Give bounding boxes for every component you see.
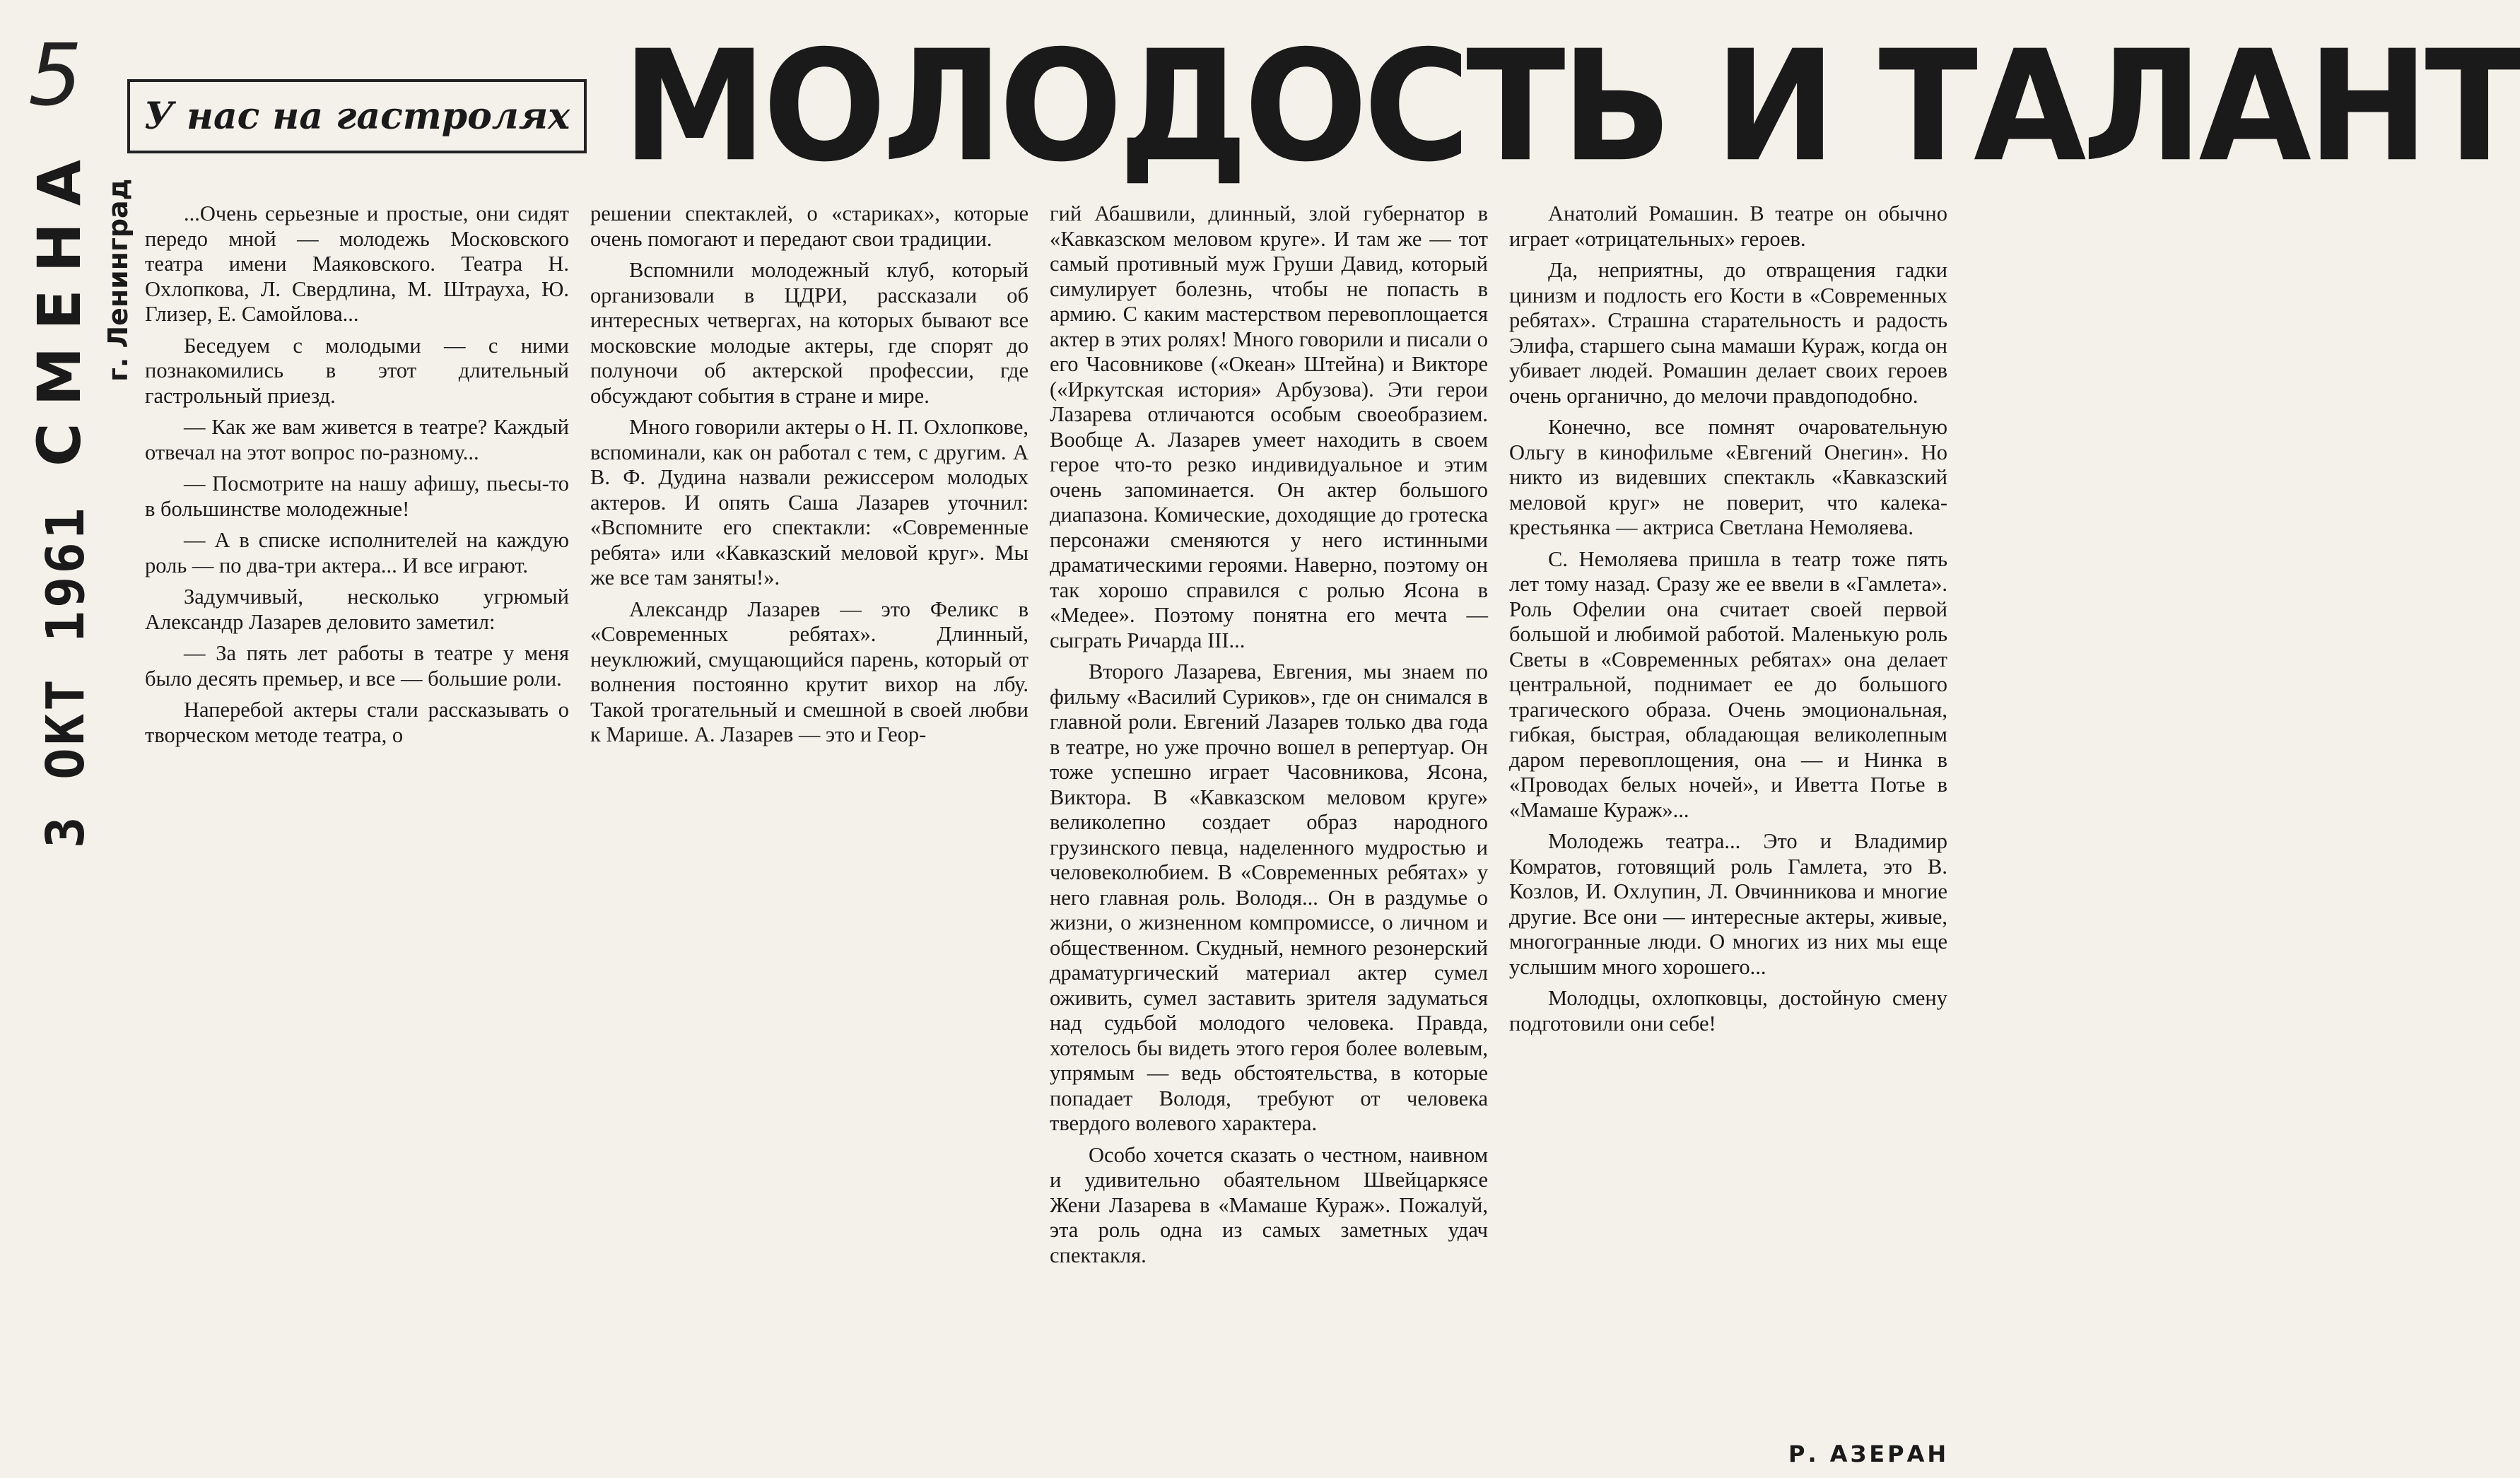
paragraph: — Как же вам живется в театре? Каждый отвечал на этот вопрос по-разному... xyxy=(145,415,569,464)
paragraph: С. Немоляева пришла в театр тоже пять лет тому назад. Сразу же ее ввели в «Гамлета». Роль Офелии она считает своей первой большой и любимой работой. Маленькую роль Светы в «Современных ребятах» она делает центральной, поднимает ее до большого трагического образа. Очень эмоциональная, гибкая, быстрая, обладающая великолепным даром перевоплощения, она — и Нинка в «Проводах белых ночей», и Иветта Потье в «Мамаше Кураж»... xyxy=(1509,546,1947,822)
paragraph: Особо хочется сказать о честном, наивном и удивительно обаятельном Швейцаркясе Жени Лазарева в «Мамаше Кураж». Пожалуй, эта роль одна из самых заметных удач спектакля. xyxy=(1050,1142,1488,1267)
handwritten-page-number: 5 xyxy=(28,27,83,125)
rubric-box xyxy=(127,79,587,153)
paragraph: Вспомнили молодежный клуб, который организовали в ЦДРИ, рассказали об интересных четвергах, на которых бывают все московские молодые актеры, где спорят до полуночи об актерской профессии, где обсуждают события в стране и мире. xyxy=(590,258,1028,408)
rubric-label: У нас на гастролях xyxy=(143,95,570,138)
paragraph: Беседуем с молодыми — с ними познакомились в этот длительный гастрольный приезд. xyxy=(145,333,569,408)
newspaper-city: г. Ленинград xyxy=(102,178,134,382)
paragraph: Александр Лазарев — это Феликс в «Современных ребятах». Длинный, неуклюжий, смущающийся парень, который от волнения постоянно крутит вихор на лбу. Такой трогательный и смешной в своей любви к Марише. А. Лазарев — это и Геор- xyxy=(590,597,1028,746)
paragraph: ...Очень серьезные и простые, они сидят передо мной — молодежь Московского театра имени Маяковского. Театра Н. Охлопкова, Л. Свердлина, М. Штрауха, Ю. Глизер, Е. Самойлова... xyxy=(145,201,569,326)
newspaper-name: СМЕНА xyxy=(25,143,94,467)
paragraph: — За пять лет работы в театре у меня было десять премьер, и все — большие роли. xyxy=(145,641,569,691)
paragraph: Второго Лазарева, Евгения, мы знаем по фильму «Василий Суриков», где он снимался в главной роли. Евгений Лазарев только два года в театре, но уже прочно вошел в репертуар. Он тоже успешно играет Часовникова, Ясона, Виктора. В «Кавказском меловом круге» великолепно создает образ народного грузинского певца, наделенного мудростью и человеколюбием. В «Современных ребятах» у него главная роль. Володя... Он в раздумье о жизни, о жизненном компромиссе, о личном и общественном. Скудный, немного резонерский драматургический материал актер сумел оживить, сумел заставить зрителя задуматься над судьбой молодого человека. Правда, хотелось бы видеть этого героя более волевым, упрямым — ведь обстоятельства, в которые попадает Володя, требуют от человека твердого волевого характера. xyxy=(1050,659,1488,1135)
paragraph: гий Абашвили, длинный, злой губернатор в «Кавказском меловом круге». И там же — тот самый противный муж Груши Давид, который симулирует болезнь, чтобы не попасть в армию. С каким мастерством перевоплощается актер в этих ролях! Много говорили и писали о его Часовникове («Океан» Штейна) и Викторе («Иркутская история» Арбузова). Эти герои Лазарева отличаются особым своеобразием. Вообще А. Лазарев умеет находить в своем герое что-то резко индивидуальное и этим очень запоминается. Он актер большого диапазона. Комические, доходящие до гротеска персонажи сменяются у него истинными драматическими героями. Наверно, поэтому он так хорошо справился с ролью Ясона в «Медее». Поэтому понятна его мечта — сыграть Ричарда III... xyxy=(1050,201,1488,652)
paragraph: Да, неприятны, до отвращения гадки цинизм и подлость его Кости в «Современных ребятах». Страшна старательность и радость Элифа, старшего сына мамаши Кураж, когда он убивает людей. Ромашин делает своих героев очень органично, до мелочи правдоподобно. xyxy=(1509,258,1947,408)
article-column-2 xyxy=(590,201,1028,754)
paragraph: Конечно, все помнят очаровательную Ольгу в кинофильме «Евгений Онегин». Но никто из видевших спектакль «Кавказский меловой круг» не поверит, что калека-крестьянка — актриса Светлана Немоляева. xyxy=(1509,415,1947,539)
paragraph: Молодцы, охлопковцы, достойную смену подготовили они себе! xyxy=(1509,986,1947,1036)
paragraph: Молодежь театра... Это и Владимир Комратов, готовящий роль Гамлета, это В. Козлов, И. Охлупин, Л. Овчинникова и многие другие. Все они — интересные актеры, живые, многогранные люди. О многих из них мы еще услышим много хорошего... xyxy=(1509,829,1947,979)
paragraph: Наперебой актеры стали рассказывать о творческом методе театра, о xyxy=(145,698,569,747)
article-column-4 xyxy=(1509,201,1947,1043)
article-column-3 xyxy=(1050,201,1488,1274)
author-signature: Р. АЗЕРАН xyxy=(1788,1441,1950,1467)
paragraph: — Посмотрите на нашу афишу, пьесы-то в большинстве молодежные! xyxy=(145,471,569,521)
paragraph: Много говорили актеры о Н. П. Охлопкове, вспоминали, как он работал с тем, с другим. А В. Ф. Дудина назвали режиссером молодых актеров. И опять Саша Лазарев уточнил: «Вспомните его спектакли: «Современные ребята» или «Кавказский меловой круг». Мы же все там заняты!». xyxy=(590,415,1028,590)
paragraph: решении спектаклей, о «стариках», которые очень помогают и передают свои традиции. xyxy=(590,201,1028,251)
paragraph: Анатолий Ромашин. В театре он обычно играет «отрицательных» героев. xyxy=(1509,201,1947,251)
paragraph: — А в списке исполнителей на каждую роль — по два-три актера... И все играют. xyxy=(145,528,569,577)
date-stamp: 3 ОКТ 1961 xyxy=(35,505,96,848)
paragraph: Задумчивый, несколько угрюмый Александр Лазарев деловито заметил: xyxy=(145,585,569,634)
article-headline: МОЛОДОСТЬ И ТАЛАНТ xyxy=(622,17,2520,196)
article-column-1 xyxy=(145,201,569,754)
